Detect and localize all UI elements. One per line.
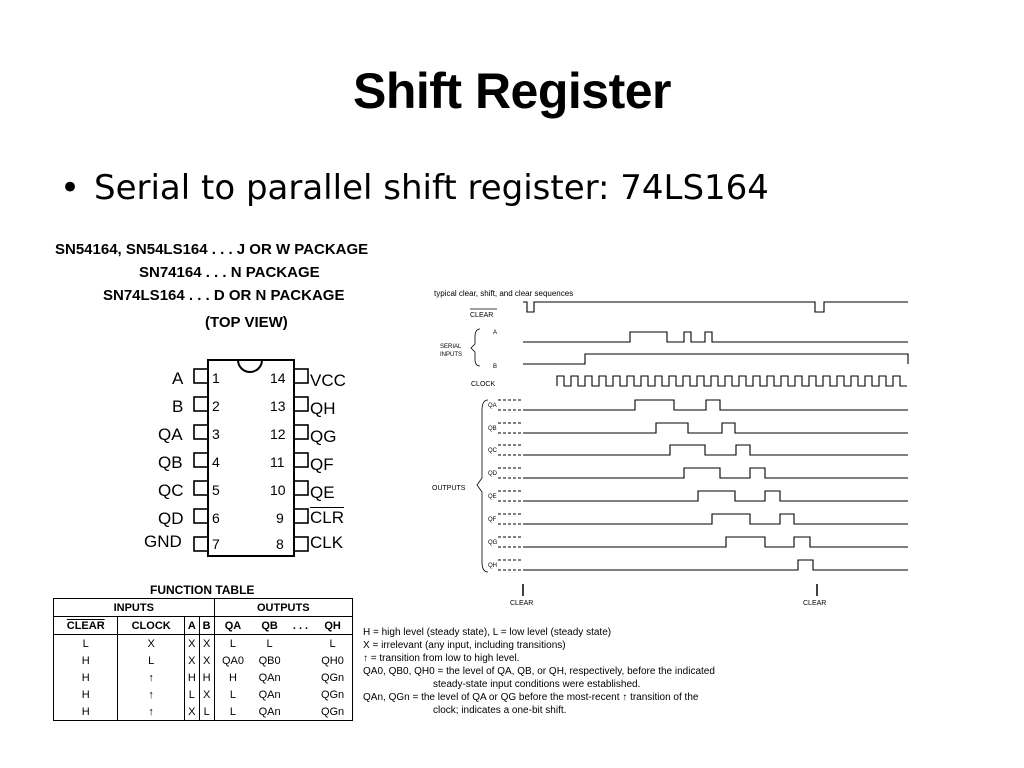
col-clear: CLEAR [54, 617, 118, 635]
package-line-2: SN74164 . . . N PACKAGE [139, 264, 320, 281]
cell [288, 703, 313, 721]
pin-num-7: 7 [212, 536, 220, 552]
col-dots: . . . [288, 617, 313, 635]
pin-num-5: 5 [212, 482, 220, 498]
cell: QGn [313, 669, 352, 686]
legend-line: X = irrelevant (any input, including transitions) [363, 640, 566, 651]
cell: L [54, 635, 118, 653]
wave-clock [557, 376, 907, 386]
cell: ↑ [118, 703, 184, 721]
cell: H [184, 669, 199, 686]
cell: X [199, 652, 214, 669]
pin-num-4: 4 [212, 454, 220, 470]
pin-qf: QF [310, 455, 334, 474]
label-serial: SERIAL [440, 344, 462, 350]
col-qa: QA [214, 617, 251, 635]
col-a: A [184, 617, 199, 635]
wave-q5 [523, 514, 908, 524]
cell: H [199, 669, 214, 686]
group-inputs: INPUTS [54, 599, 215, 617]
table-row [54, 686, 353, 703]
pin-qg: QG [310, 427, 337, 446]
cell: X [118, 635, 184, 653]
q-label: QD [488, 471, 497, 477]
bottom-clear-2: CLEAR [803, 600, 827, 607]
ic-chip-diagram [190, 350, 320, 560]
cell: ↑ [118, 686, 184, 703]
wave-q-dash [498, 423, 523, 433]
pin-qc: QC [158, 481, 184, 500]
pin-num-3: 3 [212, 426, 220, 442]
pin-num-11: 11 [270, 454, 285, 470]
legend-line: clock; indicates a one-bit shift. [433, 705, 567, 716]
pin-num-2: 2 [212, 398, 220, 414]
cell: QAn [258, 671, 281, 684]
cell: L [313, 635, 352, 653]
wave-q-dash [498, 400, 523, 410]
cell: L [214, 703, 251, 721]
function-table-title: FUNCTION TABLE [150, 583, 255, 597]
cell: ↑ [118, 669, 184, 686]
cell: QGn [313, 686, 352, 703]
cell [288, 652, 313, 669]
label-clear: CLEAR [470, 312, 494, 319]
q-label: QB [488, 426, 497, 432]
wave-q6 [523, 537, 908, 547]
package-line-3: SN74LS164 . . . D OR N PACKAGE [103, 287, 345, 304]
label-clock: CLOCK [471, 381, 496, 388]
cell: H [54, 652, 118, 669]
legend [363, 626, 715, 717]
cell: QAn [258, 688, 281, 701]
cell: QGn [313, 703, 352, 721]
group-outputs: OUTPUTS [214, 599, 352, 617]
pin-num-1: 1 [212, 370, 220, 386]
legend-line: QAn, QGn = the level of QA or QG before the most-recent ↑ transition of the [363, 692, 699, 703]
wave-q-dash [498, 514, 523, 524]
col-qh: QH [313, 617, 352, 635]
wave-q-dash [498, 491, 523, 501]
serial-brace-icon [471, 329, 480, 366]
cell [288, 635, 313, 653]
wave-q-dash [498, 445, 523, 455]
table-row [54, 703, 353, 721]
cell: L [184, 686, 199, 703]
cell [288, 669, 313, 686]
wave-q1 [523, 423, 908, 433]
wave-q-dash [498, 560, 523, 570]
pin-num-6: 6 [212, 510, 220, 526]
bullet-dot-icon: • [60, 168, 81, 208]
wave-q0 [523, 400, 908, 410]
cell: L [214, 686, 251, 703]
table-row [54, 652, 353, 669]
q-label: QH [488, 563, 497, 569]
cell: X [199, 635, 214, 653]
pin-num-9: 9 [276, 510, 284, 526]
pin-a: A [172, 369, 184, 388]
timing-title: typical clear, shift, and clear sequences [434, 289, 574, 298]
cell: H [54, 703, 118, 721]
cell: L [118, 652, 184, 669]
bottom-clear-1: CLEAR [510, 600, 534, 607]
cell: H [54, 669, 118, 686]
cell: L [214, 635, 251, 653]
wave-clear [523, 302, 908, 312]
legend-line: QA0, QB0, QH0 = the level of QA, QB, or QH, respectively, before the indicated [363, 666, 715, 677]
cell: X [184, 703, 199, 721]
package-line-1: SN54164, SN54LS164 . . . J OR W PACKAGE [55, 241, 369, 258]
wave-q7 [523, 560, 908, 570]
legend-line: steady-state input conditions were established. [433, 679, 641, 690]
label-inputs: INPUTS [440, 352, 463, 358]
legend-line: ↑ = transition from low to high level. [363, 653, 520, 664]
bullet-item [60, 168, 769, 208]
pin-qe: QE [310, 483, 335, 502]
table-row [54, 635, 353, 653]
cell: H [214, 669, 251, 686]
cell: QA0 [214, 652, 251, 669]
pin-num-13: 13 [270, 398, 286, 414]
pin-qh: QH [310, 399, 336, 418]
wave-b [523, 354, 908, 364]
pin-clk: CLK [310, 533, 344, 552]
wave-a [523, 332, 908, 342]
legend-line: H = high level (steady state), L = low level (steady state) [363, 627, 612, 638]
label-b: B [493, 364, 498, 370]
cell: X [184, 635, 199, 653]
pin-num-14: 14 [270, 370, 286, 386]
cell: L [266, 637, 273, 650]
pin-clr: CLR [310, 508, 345, 527]
outputs-brace-icon [477, 400, 488, 572]
cell: QAn [251, 703, 287, 721]
cell: X [184, 652, 199, 669]
notch-icon [238, 360, 262, 372]
cell: QB0 [258, 654, 281, 667]
wave-q-dash [498, 537, 523, 547]
pin-vcc: VCC [310, 371, 346, 390]
col-b: B [199, 617, 214, 635]
pin-num-8: 8 [276, 536, 284, 552]
cell: QH0 [313, 652, 352, 669]
function-table [53, 598, 353, 721]
col-qb: QB [251, 617, 287, 635]
q-label: QE [488, 494, 497, 500]
wave-q4 [523, 491, 908, 501]
label-outputs: OUTPUTS [432, 485, 466, 492]
timing-diagram [420, 282, 915, 612]
wave-q2 [523, 445, 908, 455]
pin-qa: QA [158, 425, 183, 444]
col-clock: CLOCK [118, 617, 184, 635]
wave-q3 [523, 468, 908, 478]
label-a: A [493, 330, 498, 336]
cell: H [54, 686, 118, 703]
table-row [54, 669, 353, 686]
pin-b: B [172, 397, 184, 416]
pin-num-12: 12 [270, 426, 286, 442]
cell [288, 686, 313, 703]
q-label: QG [488, 540, 498, 546]
pin-num-10: 10 [270, 482, 286, 498]
slide-title: Shift Register [352, 63, 672, 119]
q-label: QA [488, 403, 497, 409]
bullet-text: Serial to parallel shift register: 74LS164 [94, 168, 769, 208]
q-label: QF [488, 517, 497, 523]
cell: L [199, 703, 214, 721]
q-label: QC [488, 448, 497, 454]
pin-gnd: GND [144, 532, 182, 551]
pin-qb: QB [158, 453, 183, 472]
top-view-label: (TOP VIEW) [205, 314, 288, 331]
cell: X [199, 686, 214, 703]
pin-qd: QD [158, 509, 184, 528]
wave-q-dash [498, 468, 523, 478]
